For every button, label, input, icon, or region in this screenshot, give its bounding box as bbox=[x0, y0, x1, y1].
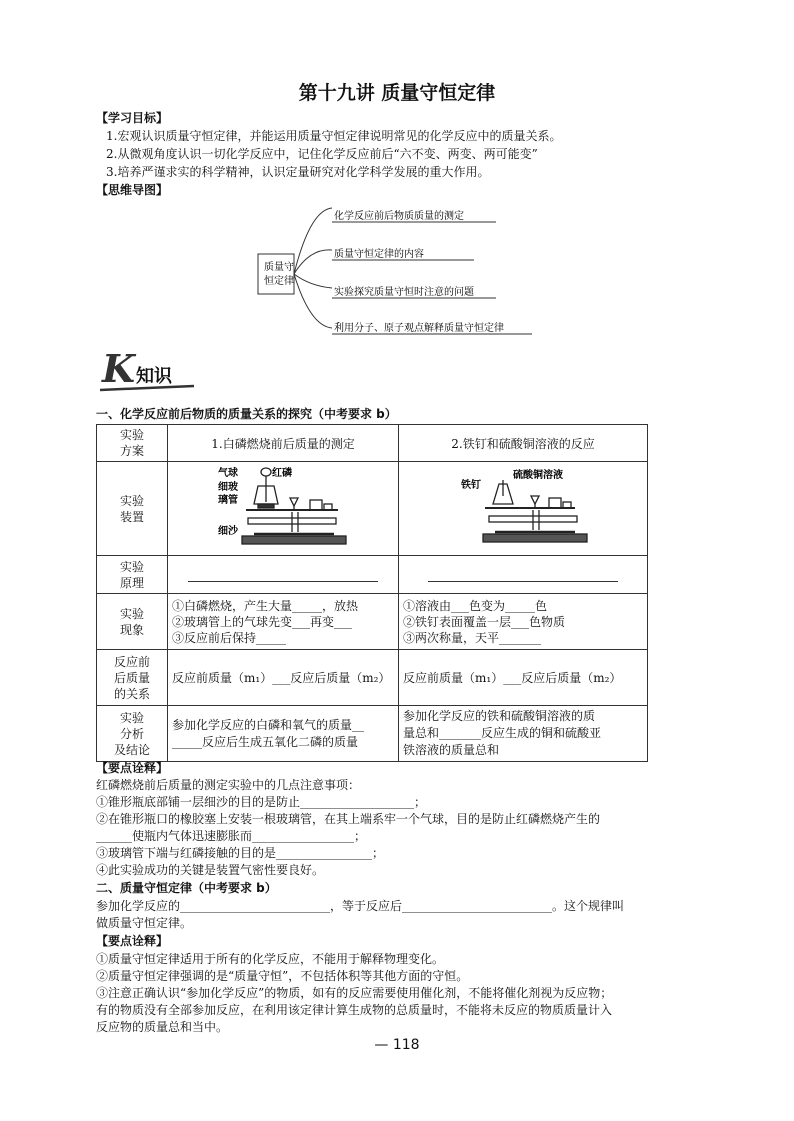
page-title: 第十九讲 质量守恒定律 bbox=[298, 82, 496, 104]
notes1-line: ③玻璃管下端与红磷接触的目的是________________； bbox=[96, 846, 385, 860]
principle-blank[interactable] bbox=[399, 556, 648, 594]
notes2-line: ③注意正确认识“参加化学反应”的物质，如有的反应需要使用催化剂，不能将催化剂视为反应物； bbox=[96, 986, 613, 1000]
table-row bbox=[97, 462, 648, 556]
table-row bbox=[97, 706, 648, 762]
conclusion-cell: 参加化学反应的铁和硫酸铜溶液的质 量总和_______反应生成的铜和硫酸亚 铁溶液的质量总和 bbox=[399, 706, 648, 762]
section1-heading: 一、化学反应前后物质的质量关系的探究（中考要求 b） bbox=[96, 407, 397, 421]
mindmap-diagram bbox=[250, 200, 550, 340]
apparatus-label: 气球 bbox=[218, 468, 238, 479]
notes2-line: 反应物的质量总和当中。 bbox=[96, 1020, 229, 1034]
knowledge-letter: K bbox=[102, 346, 136, 391]
table-row bbox=[97, 594, 648, 650]
mindmap-root-box bbox=[258, 254, 294, 294]
notes1-line: ______使瓶内气体迅速膨胀而_________________； bbox=[96, 829, 367, 843]
row-label: 实验 分析 及结论 bbox=[97, 706, 168, 762]
scheme-cell: 2.铁钉和硫酸铜溶液的反应 bbox=[399, 425, 648, 462]
section2-heading: 二、质量守恒定律（中考要求 b） bbox=[96, 881, 277, 895]
phenomena-cell: ①溶液由___色变为_____色 ②铁钉表面覆盖一层___色物质 ③两次称量，天平_______ bbox=[399, 594, 648, 650]
mindmap-branch-label: 质量守恒定律的内容 bbox=[334, 249, 424, 260]
mindmap-branch-label: 实验探究质量守恒时注意的问题 bbox=[334, 287, 474, 298]
row-label: 实验 装置 bbox=[97, 462, 168, 556]
table-row bbox=[97, 556, 648, 594]
apparatus-label: 细玻 bbox=[218, 482, 238, 493]
phenomena-cell: ①白磷燃烧，产生大量_____，放热 ②玻璃管上的气球先变___再变___ ③反应前后保持_____ bbox=[168, 594, 399, 650]
notes1-line: ①锥形瓶底部铺一层细沙的目的是防止___________________； bbox=[96, 795, 427, 809]
table-row bbox=[97, 425, 648, 462]
apparatus-label: 铁钉 bbox=[461, 480, 481, 491]
balance-iron-nail-illustration bbox=[399, 462, 647, 552]
notes1-line: 红磷燃烧前后质量的测定实验中的几点注意事项： bbox=[96, 778, 361, 792]
knowledge-underline bbox=[98, 384, 198, 394]
goal-item: 1.宏观认识质量守恒定律，并能运用质量守恒定律说明常见的化学反应中的质量关系。 bbox=[106, 129, 562, 143]
mindmap-branch-line bbox=[294, 274, 332, 288]
notes1-heading: 【要点诠释】 bbox=[96, 761, 169, 775]
relation-cell: 反应前质量（m₁）___反应后质量（m₂） bbox=[168, 650, 399, 706]
row-label: 实验 原理 bbox=[97, 556, 168, 594]
notes2-line: ②质量守恒定律强调的是“质量守恒”，不包括体积等其他方面的守恒。 bbox=[96, 969, 469, 983]
section2-line: 做质量守恒定律。 bbox=[96, 916, 193, 930]
apparatus-label: 硫酸铜溶液 bbox=[513, 470, 563, 481]
mindmap-root-label: 质量守 bbox=[264, 262, 294, 273]
page-number: — 118 bbox=[374, 1037, 420, 1053]
section2-line: 参加化学反应的_________________________，等于反应后_________________________。这个规律叫 bbox=[96, 899, 625, 913]
experiment-table bbox=[96, 424, 648, 762]
conclusion-cell: 参加化学反应的白磷和氧气的质量__ _____反应后生成五氧化二磷的质量 bbox=[168, 706, 399, 762]
scheme-cell: 1.白磷燃烧前后质量的测定 bbox=[168, 425, 399, 462]
apparatus-label: 细沙 bbox=[218, 526, 238, 537]
mindmap-branch-label: 利用分子、原子观点解释质量守恒定律 bbox=[334, 323, 504, 334]
apparatus-label: 璃管 bbox=[218, 495, 238, 506]
notes1-line: ②在锥形瓶口的橡胶塞上安装一根玻璃管，在其上端系牢一个气球，目的是防止红磷燃烧产生的 bbox=[96, 812, 601, 826]
row-label: 反应前 后质量 的关系 bbox=[97, 650, 168, 706]
mindmap-branch-line bbox=[294, 208, 332, 274]
notes2-line: 有的物质没有全部参加反应，在利用该定律计算生成物的总质量时，不能将未反应的物质质量计入 bbox=[96, 1003, 613, 1017]
table-row bbox=[97, 650, 648, 706]
goal-item: 3.培养严谨求实的科学精神，认识定量研究对化学科学发展的重大作用。 bbox=[106, 165, 490, 179]
goal-item: 2.从微观角度认识一切化学反应中，记住化学反应前后“六不变、两变、两可能变” bbox=[106, 147, 538, 161]
principle-blank[interactable] bbox=[168, 556, 399, 594]
mindmap-branch-line bbox=[294, 274, 332, 328]
apparatus-cell bbox=[168, 462, 399, 556]
mindmap-branch-label: 化学反应前后物质质量的测定 bbox=[334, 211, 464, 222]
knowledge-banner bbox=[98, 346, 198, 396]
knowledge-word: 知识 bbox=[136, 366, 172, 387]
apparatus-cell bbox=[399, 462, 648, 556]
goals-heading: 【学习目标】 bbox=[96, 111, 169, 125]
relation-cell: 反应前质量（m₁）___反应后质量（m₂） bbox=[399, 650, 648, 706]
notes1-line: ④此实验成功的关键是装置气密性要良好。 bbox=[96, 863, 325, 877]
row-label: 实验 现象 bbox=[97, 594, 168, 650]
balance-phosphorus-illustration bbox=[168, 462, 396, 552]
mindmap-heading: 【思维导图】 bbox=[96, 183, 169, 197]
mindmap-root-label: 恒定律 bbox=[264, 276, 294, 287]
notes2-line: ①质量守恒定律适用于所有的化学反应，不能用于解释物理变化。 bbox=[96, 952, 445, 966]
apparatus-label: 红磷 bbox=[272, 468, 292, 479]
row-label: 实验 方案 bbox=[97, 425, 168, 462]
notes2-heading: 【要点诠释】 bbox=[96, 934, 169, 948]
